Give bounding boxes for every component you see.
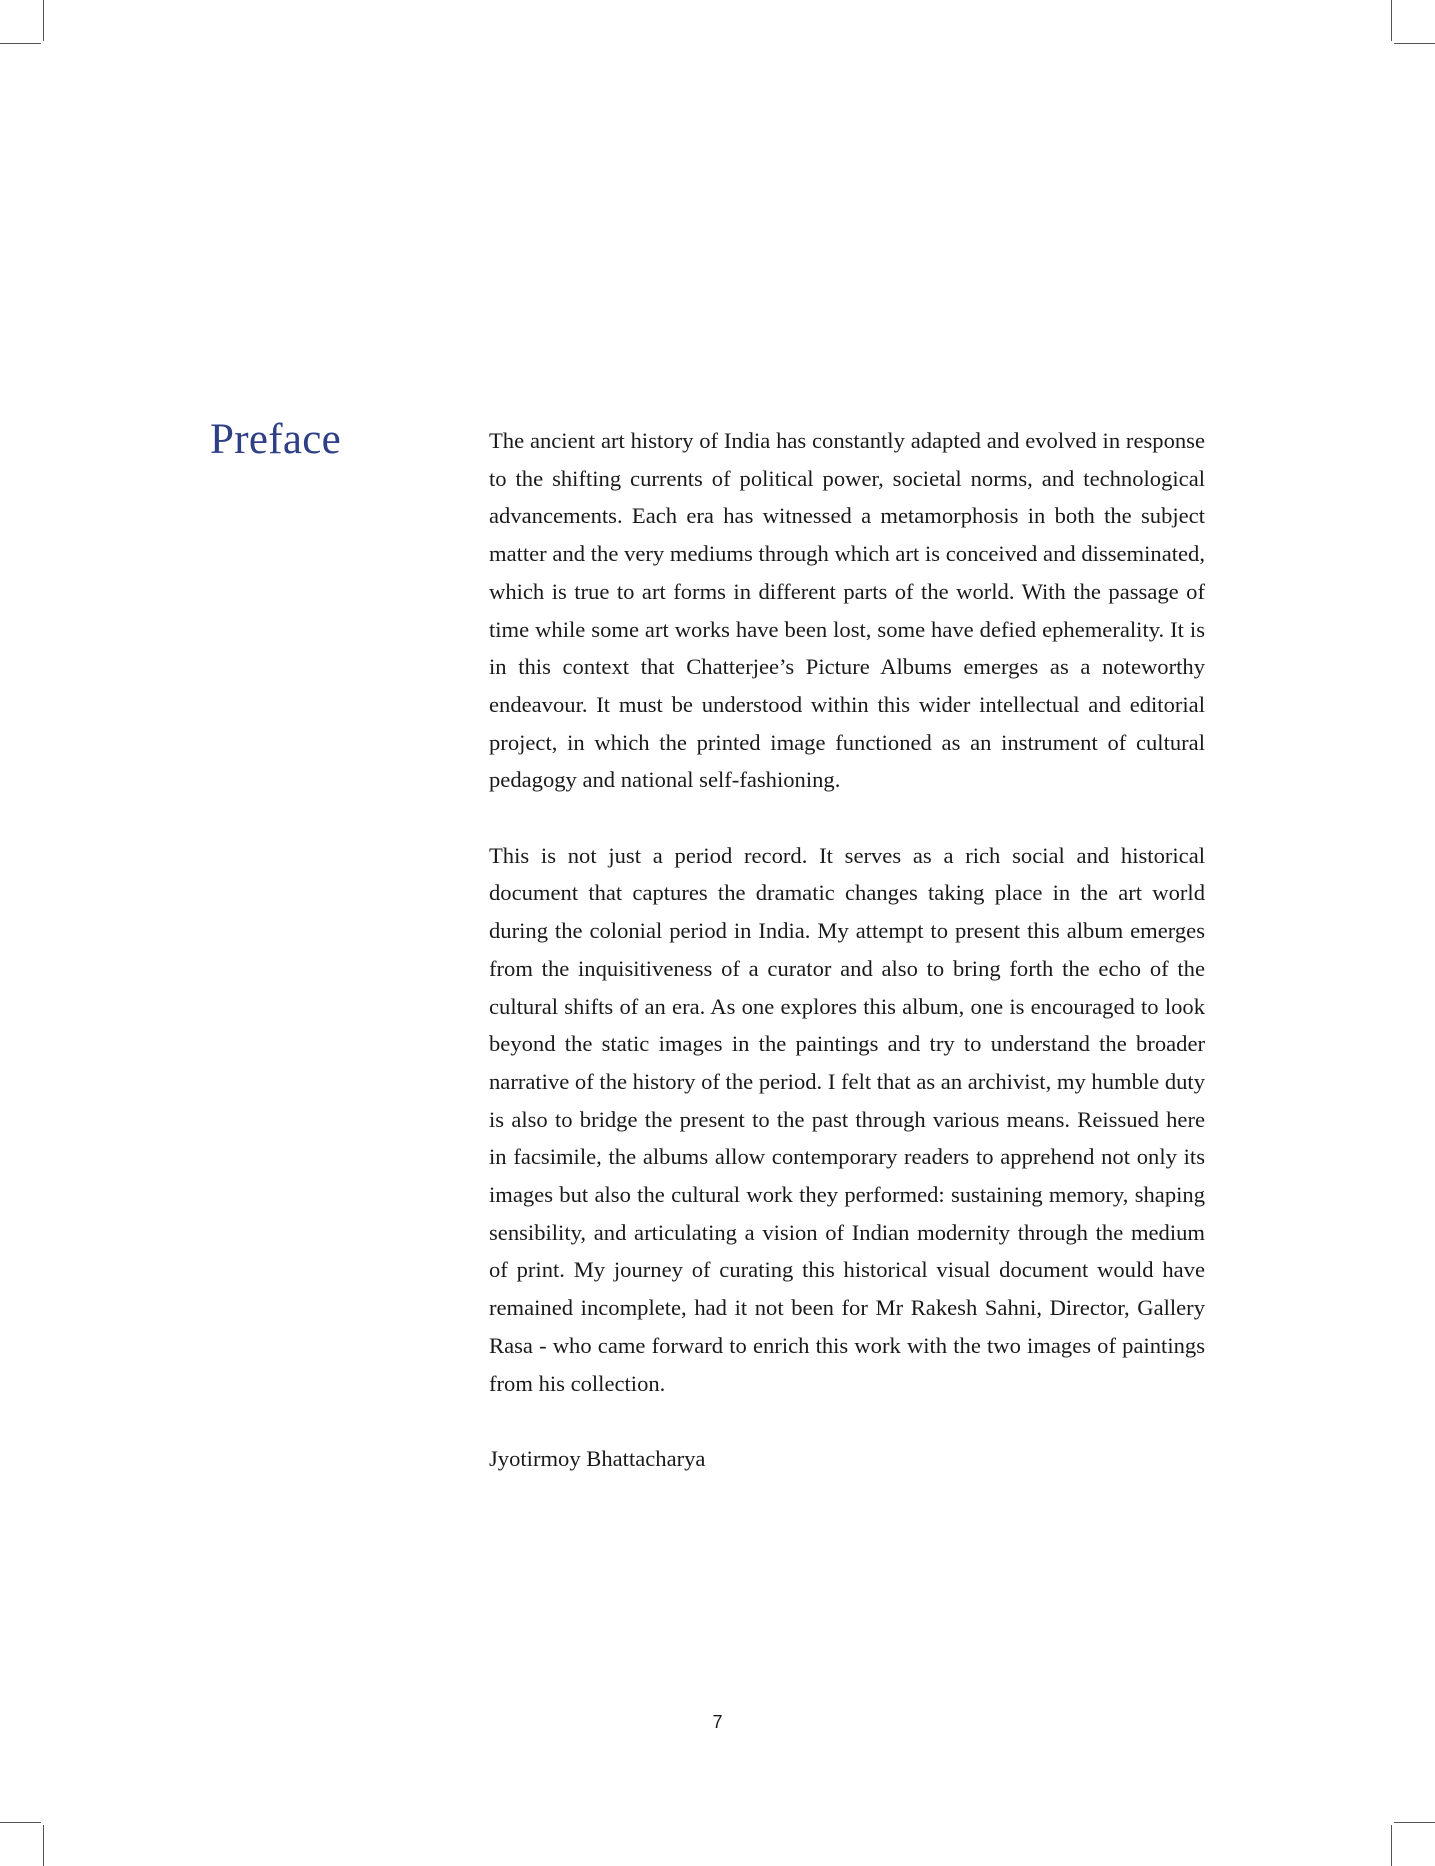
- crop-mark-bottom-right-h: [1394, 1822, 1435, 1823]
- author-signature: Jyotirmoy Bhattacharya: [489, 1445, 706, 1471]
- paragraph-2: This is not just a period record. It serves as a rich social and historical document that captures the dramatic changes taking place in the art world during the colonial period in India. My attempt to present this album emerges from the inquisitiveness of a curator and also to bring forth the echo of the cultural shifts of an era. As one explores this album, one is encouraged to look beyond the static images in the paintings and try to understand the broader narrative of the history of the period. I felt that as an archivist, my humble duty is also to bridge the present to the past through various means. Reissued here in facsimile, the albums allow contemporary readers to apprehend not only its images but also the cultural work they performed: sustaining memory, shaping sensibility, and articulating a vision of Indian modernity through the medium of print. My journey of curating this historical visual document would have remained incomplete, had it not been for Mr Rakesh Sahni, Director, Gallery Rasa - who came forward to enrich this work with the two images of paintings from his collection.: [489, 842, 1205, 1396]
- preface-body: [489, 422, 1205, 1478]
- paragraph-1: The ancient art history of India has constantly adapted and evolved in response to the shifting currents of political power, societal norms, and technological advancements. Each era has witnessed a metamorphosis in both the subject matter and the very mediums through which art is conceived and disseminated, which is true to art forms in different parts of the world. With the passage of time while some art works have been lost, some have defied ephemerality. It is in this context that Chatterjee’s Picture Albums emerges as a noteworthy endeavour. It must be understood within this wider intellectual and editorial project, in which the printed image functioned as an instrument of cultural pedagogy and national self-fashioning.: [489, 428, 1205, 793]
- crop-mark-top-left-v: [43, 0, 44, 41]
- crop-mark-bottom-left-h: [0, 1822, 41, 1823]
- crop-mark-bottom-right-v: [1391, 1825, 1392, 1866]
- page-number: 7: [712, 1712, 723, 1732]
- crop-mark-top-right-v: [1391, 0, 1392, 41]
- crop-mark-top-left-h: [0, 43, 41, 44]
- crop-mark-top-right-h: [1394, 43, 1435, 44]
- crop-mark-bottom-left-v: [43, 1825, 44, 1866]
- page-title: Preface: [210, 416, 341, 463]
